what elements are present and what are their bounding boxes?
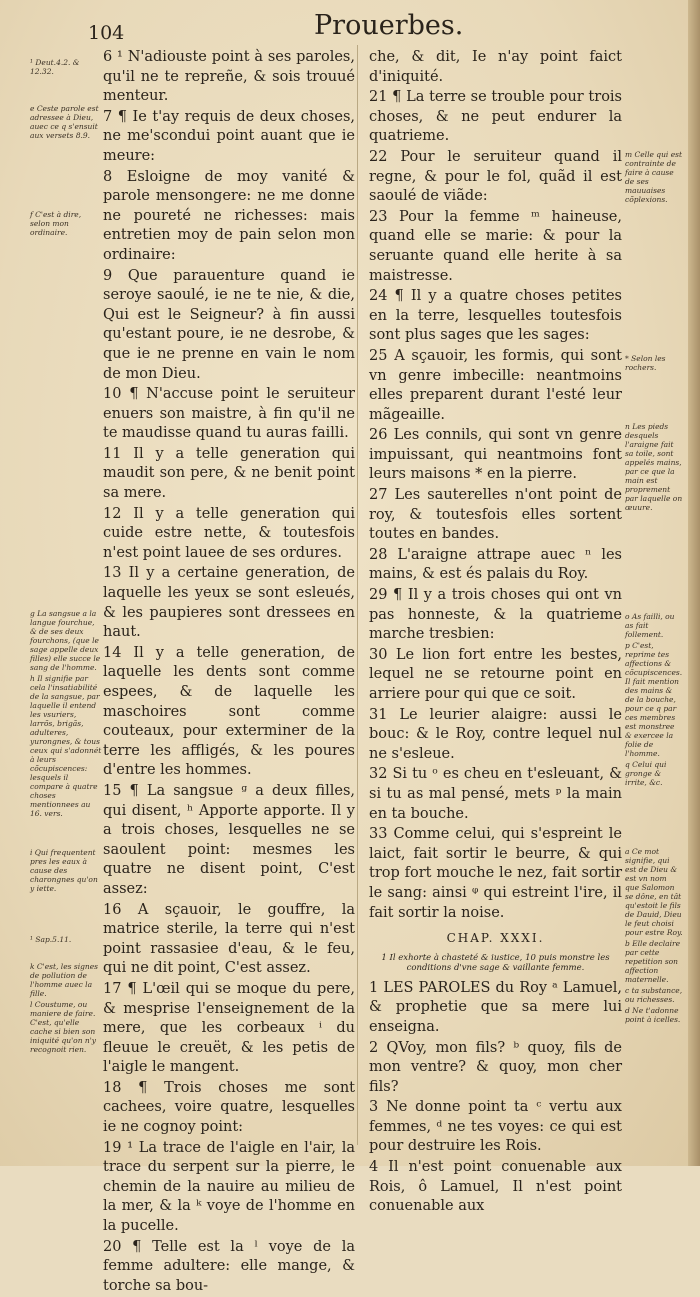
margin-note: d Ne t'adonne point à icelles. [625,1006,681,1024]
verse: 9 Que parauenture quand ie seroye saoulé, ie ne te nie, & die, Qui est le Seigneur? à fin aussi qu'estant poure, ie ne desrobe, & que ie ne prenne en vain le nom de mon Dieu. [103,267,355,382]
verse: 12 Il y a telle generation qui cuide estre nette, & toutesfois n'est point lauee de ses ordures. [103,505,355,561]
verse: 28 L'araigne attrape auec ⁿ les mains, & est és palais du Roy. [369,546,622,583]
verse: 19 ¹ La trace de l'aigle en l'air, la trace du serpent sur la pierre, le chemin de la nauire au milieu de la mer, & la ᵏ voye de l'homme en la pucelle. [103,1139,355,1235]
margin-note: n Les pieds desquels l'araigne fait sa toile, sont appelés mains, par ce que la main est proprement par laquelle on œuure. [625,422,683,512]
verse: 2 QVoy, mon fils? ᵇ quoy, fils de mon ventre? & quoy, mon cher fils? [369,1039,622,1095]
margin-note: q Celui qui gronge & irrite, &c. [625,760,667,787]
verse: 3 Ne donne point ta ᶜ vertu aux femmes, ᵈ ne tes voyes: ce qui est pour destruire les Rois. [369,1099,622,1155]
margin-note: p C'est, reprime tes affections & cõcupiscences. Il fait mention des mains & de la bouche, pour ce q par ces membres est monstree & exercee la folie de l'homme. [625,641,683,758]
chapter-summary: 1 Il exhorte à chasteté & iustice, 10 puis monstre les conditions d'vne sage & vaillante femme. [381,952,610,973]
verse: 26 Les connils, qui sont vn genre impuissant, qui neantmoins font leurs maisons * en la pierre. [369,427,622,483]
verse: 20 ¶ Telle est la ˡ voye de la femme adultere: elle mange, & torche sa bou- [103,1238,355,1294]
chapter-heading: CHAP. XXXI. [446,931,545,946]
verse: 23 Pour la femme ᵐ haineuse, quand elle se marie: & pour la seruante quand elle herite à sa maistresse. [369,208,622,284]
verse: 22 Pour le seruiteur quand il regne, & pour le fol, quãd il est saoulé de viãde: [369,148,622,205]
margin-note: e Ceste parole est adressee à Dieu, auec ce q s'ensuit aux versets 8.9. [30,104,99,140]
column-divider [357,45,358,1145]
verse: 13 Il y a certaine generation, de laquelle les yeux se sont esleués, & les paupieres sont dressees en haut. [103,565,355,641]
margin-note: a Ce mot signifie, qui est de Dieu & est vn nom que Salomon se dône, en tât qu'estoit le fils de Dauid, Dieu le feut choisi pour estre Roy. [625,847,683,937]
verse: 7 ¶ Ie t'ay requis de deux choses, ne me'scondui point auant que ie meure: [103,108,355,164]
verse: 18 ¶ Trois choses me sont cachees, voire quatre, lesquelles ie ne cognoy point: [103,1079,355,1136]
verse: 6 ¹ N'adiouste point à ses paroles, qu'il ne te repreñe, & sois trouué menteur. [103,49,355,105]
verse: 16 A sçauoir, le gouffre, la matrice sterile, la terre qui n'est point rassasiee d'eau, & le feu, qui ne dit point, C'est assez. [103,901,355,977]
verse: 30 Le lion fort entre les bestes, lequel ne se retourne point en arriere pour qui que ce soit. [369,646,622,702]
right-column [369,48,622,1218]
running-title: Prouerbes. [314,10,464,41]
verse: 11 Il y a telle generation qui maudit son pere, & ne benit point sa mere. [103,445,355,502]
verse: 4 Il n'est point conuenable aux Rois, ô Lamuel, Il n'est point conuenable aux [369,1159,622,1215]
verse: 15 ¶ La sangsue ᵍ a deux filles, qui disent, ʰ Apporte apporte. Il y a trois choses, lesquelles ne se saoulent point: mesmes les quatre ne disent point, C'est assez: [103,782,355,897]
right-margin-notes [625,150,683,1026]
verse: 14 Il y a telle generation, de laquelle les dents sont comme espees, & de laquelle les maschoires sont comme couteaux, pour exterminer de la terre les affligés, & les poures d'entre les hommes. [103,644,355,779]
margin-note: ¹ Sap.5.11. [30,935,72,944]
verse: 32 Si tu ᵒ es cheu en t'esleuant, & si tu as mal pensé, mets ᵖ la main en ta bouche. [369,766,622,822]
margin-note: f C'est à dire, selon mon ordinaire. [30,210,82,237]
page-edge-shadow [688,0,700,1166]
verse: 27 Les sauterelles n'ont point de roy, & toutesfois elles sortent toutes en bandes. [369,487,622,543]
margin-note: h Il signifie par cela l'insatiabilité de la sangsue, par laquelle il entend les vsuriers, larrõs, brigãs, adulteres, yurongnes, & tous ceux qui s'adonnét à leurs cõcupiscences: lesquels il compare à quatre choses mentionnees au 16. vers. [30,674,102,818]
verse: che, & dit, Ie n'ay point faict d'iniquité. [369,49,622,85]
verse: 10 ¶ N'accuse point le seruiteur enuers son maistre, à fin qu'il ne te maudisse quand tu auras failli. [103,386,355,442]
left-margin-notes [30,58,102,1056]
margin-note: l Coustume, ou maniere de faire. C'est, qu'elle cache si bien son iniquité qu'on n'y recognoit rien. [30,1000,97,1054]
left-column [103,48,355,1297]
margin-note: m Celle qui est contrainte de faire à cause de ses mauuaises cõplexions. [625,150,683,204]
verse: 1 LES PAROLES du Roy ᵃ Lamuel, & prophetie que sa mere lui enseigna. [369,979,622,1035]
margin-note: g La sangsue a la langue fourchue, & de ses deux fourchons, (que le sage appelle deux filles) elle succe le sang de l'homme. [30,609,101,672]
margin-note: i Qui frequentent pres les eaux à cause des charongnes qu'on y iette. [30,848,98,893]
margin-note: ¹ Deut.4.2. & 12.32. [30,58,80,76]
verse: 8 Esloigne de moy vanité & parole mensongere: ne me donne ne poureté ne richesses: mais entretien moy de pain selon mon ordinaire: [103,168,355,263]
verse: 24 ¶ Il y a quatre choses petites en la terre, lesquelles toutesfois sont plus sages que les sages: [369,288,622,344]
margin-note: k C'est, les signes de pollution de l'homme auec la fille. [30,962,99,998]
verse: 29 ¶ Il y a trois choses qui ont vn pas honneste, & la quatrieme marche tresbien: [369,587,622,643]
page-number: 104 [88,22,125,44]
verse: 25 A sçauoir, les formis, qui sont vn genre imbecille: neantmoins elles preparent durant l'esté leur mãgeaille. [369,347,622,423]
verse: 21 ¶ La terre se trouble pour trois choses, & ne peut endurer la quatrieme. [369,89,622,145]
margin-note: c ta substance, ou richesses. [625,986,683,1004]
verse: 31 Le leurier alaigre: aussi le bouc: & le Roy, contre lequel nul ne s'esleue. [369,706,622,762]
verse: 17 ¶ L'œil qui se moque du pere, & mesprise l'enseignement de la mere, que les corbeaux ⁱ du fleuue le creuët, & les petis de l'aigle le mangent. [103,980,355,1076]
margin-note: * Selon les rochers. [625,354,666,372]
margin-note: o As failli, ou as fait follement. [625,612,675,639]
margin-note: b Elle declaire par cette repetition son affection maternelle. [625,939,681,984]
verse: 33 Comme celui, qui s'espreint le laict, fait sortir le beurre, & qui trop fort mouche le nez, fait sortir le sang: ainsi ᵠ qui estreint l'ire, il fait sortir la noise. [369,826,622,921]
